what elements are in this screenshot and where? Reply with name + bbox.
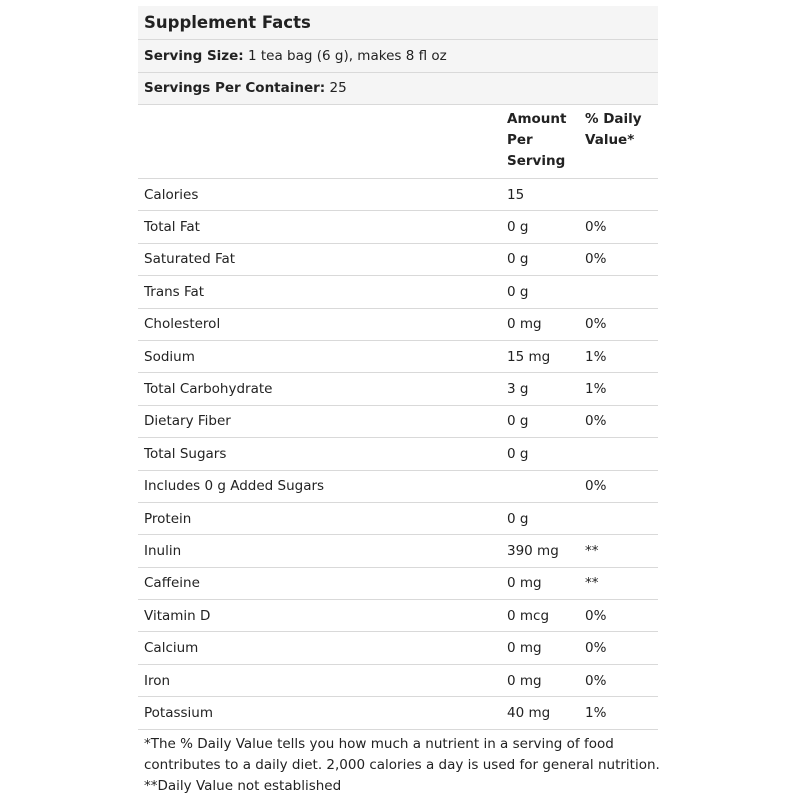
nutrient-name: Total Sugars	[144, 445, 227, 462]
panel-title: Supplement Facts	[144, 13, 311, 32]
nutrient-name: Total Fat	[144, 219, 200, 236]
nutrient-daily-value: 0%	[585, 478, 607, 495]
nutrient-daily-value: 0%	[585, 251, 607, 268]
nutrient-amount: 0 mg	[507, 316, 542, 333]
nutrient-daily-value: 0%	[585, 672, 607, 689]
nutrient-amount: 0 mcg	[507, 607, 550, 624]
nutrient-name: Dietary Fiber	[144, 413, 231, 430]
nutrient-daily-value: **	[585, 542, 599, 559]
nutrient-amount: 0 mg	[507, 640, 542, 657]
nutrient-daily-value: 0%	[585, 640, 607, 657]
amount-header-line: Amount	[507, 111, 567, 127]
nutrient-amount: 0 g	[507, 445, 529, 462]
table-row	[138, 535, 658, 567]
nutrient-name: Calories	[144, 186, 199, 203]
table-row	[138, 568, 658, 600]
nutrient-daily-value: 1%	[585, 381, 607, 398]
table-row	[138, 179, 658, 211]
nutrient-amount: 0 g	[507, 413, 529, 430]
nutrient-amount: 0 g	[507, 283, 529, 300]
table-row	[138, 471, 658, 503]
nutrient-amount: 0 g	[507, 219, 529, 236]
table-row	[138, 276, 658, 308]
servings-per-container-label: Servings Per Container:	[144, 80, 326, 97]
nutrient-daily-value: 0%	[585, 607, 607, 624]
nutrient-amount: 390 mg	[507, 542, 559, 559]
nutrient-name: Caffeine	[144, 575, 200, 592]
footnotes	[138, 730, 658, 797]
nutrient-name: Inulin	[144, 542, 182, 559]
amount-header-line: Per	[507, 132, 533, 148]
table-row	[138, 632, 658, 664]
amount-per-serving-header	[507, 109, 577, 172]
title-row	[138, 6, 658, 40]
nutrient-daily-value: 1%	[585, 704, 607, 721]
table-row	[138, 341, 658, 373]
dv-header-line: Value*	[585, 132, 635, 148]
nutrient-amount: 0 g	[507, 251, 529, 268]
nutrient-name: Saturated Fat	[144, 251, 236, 268]
nutrient-name: Vitamin D	[144, 607, 211, 624]
nutrient-amount: 15 mg	[507, 348, 551, 365]
nutrient-name: Protein	[144, 510, 192, 527]
nutrient-table	[138, 179, 658, 730]
nutrient-daily-value: 0%	[585, 413, 607, 430]
table-row	[138, 503, 658, 535]
daily-value-header	[585, 109, 655, 151]
table-row	[138, 406, 658, 438]
servings-per-container-value: 25	[329, 80, 347, 97]
footnote-daily-value: *The % Daily Value tells you how much a nutrient in a serving of food	[144, 735, 614, 752]
nutrient-amount: 0 g	[507, 510, 529, 527]
nutrient-name: Iron	[144, 672, 171, 689]
nutrient-amount: 15	[507, 186, 525, 203]
supplement-facts-panel	[138, 6, 658, 797]
serving-size-row	[138, 40, 658, 73]
footnote-not-established: **Daily Value not established	[144, 777, 342, 794]
nutrient-amount: 40 mg	[507, 704, 551, 721]
nutrient-daily-value: 1%	[585, 348, 607, 365]
footnote-daily-value-continued: contributes to a daily diet. 2,000 calories a day is used for general nutrition.	[144, 756, 660, 773]
table-row	[138, 665, 658, 697]
nutrient-amount: 0 mg	[507, 575, 542, 592]
serving-size-value: 1 tea bag (6 g), makes 8 fl oz	[248, 47, 447, 64]
table-header-row	[138, 105, 658, 179]
nutrient-name: Sodium	[144, 348, 195, 365]
nutrient-name: Potassium	[144, 704, 214, 721]
nutrient-name: Trans Fat	[144, 283, 205, 300]
servings-per-container-row	[138, 73, 658, 106]
nutrient-daily-value: 0%	[585, 316, 607, 333]
nutrient-amount: 3 g	[507, 381, 529, 398]
nutrient-daily-value: 0%	[585, 219, 607, 236]
serving-size-label: Serving Size:	[144, 47, 244, 64]
table-row	[138, 244, 658, 276]
dv-header-line: % Daily	[585, 111, 642, 127]
table-row	[138, 697, 658, 729]
nutrient-name: Includes 0 g Added Sugars	[144, 478, 325, 495]
table-row	[138, 211, 658, 243]
nutrient-name: Calcium	[144, 640, 199, 657]
table-row	[138, 600, 658, 632]
table-row	[138, 373, 658, 405]
nutrient-amount: 0 mg	[507, 672, 542, 689]
amount-header-line: Serving	[507, 153, 566, 169]
table-row	[138, 438, 658, 470]
nutrient-daily-value: **	[585, 575, 599, 592]
table-row	[138, 309, 658, 341]
nutrient-name: Total Carbohydrate	[144, 381, 273, 398]
nutrient-name: Cholesterol	[144, 316, 221, 333]
